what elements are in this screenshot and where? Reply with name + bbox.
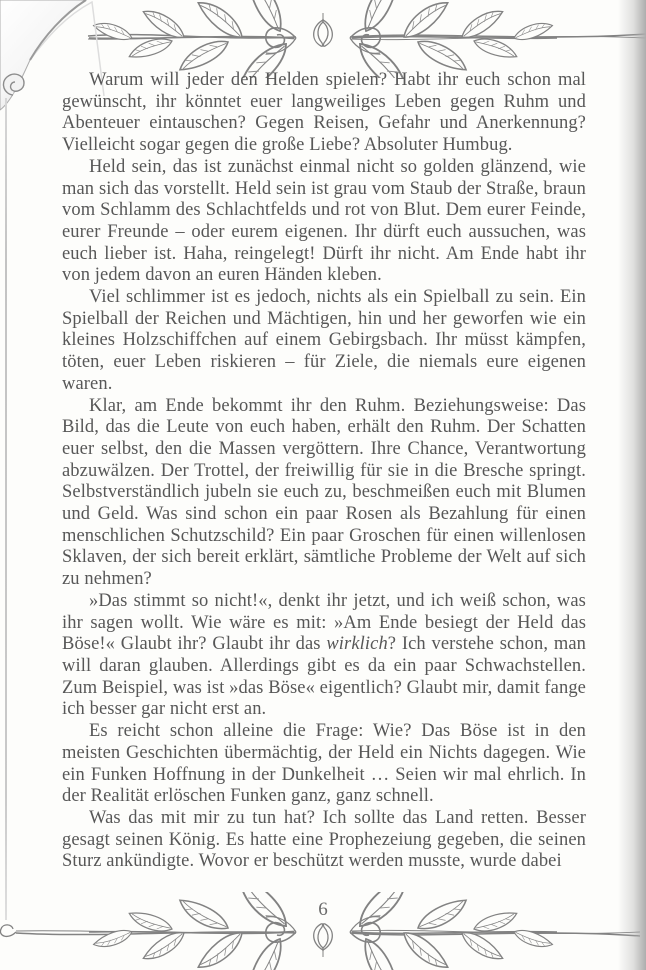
- paragraph: [62, 808, 586, 873]
- text-run: Held sein, das ist zunächst einmal nicht so golden glänzend, wie man sich das vorstellt. Held sein ist grau vom Staub der Straße, braun vom Schlamm des Schlachtfelds und rot von Blut. Dem eurer Feinde, eurer Freunde – oder eurem eigenen. Ihr dürft euch aussuchen, was euch lieber ist. Haha, reingelegt! Dürft ihr nicht. Am Ende habt ihr von jedem davon an euren Händen kleben.: [62, 156, 586, 286]
- text-run: Es reicht schon alleine die Frage: Wie? Das Böse ist in den meisten Geschichten übermächtig, der Held ein Nichts dagegen. Wie ein Funken Hoffnung in der Dunkelheit … Seien wir mal ehrlich. In der Realität erlöschen Funken ganz, ganz schnell.: [62, 721, 586, 807]
- page-text: [62, 70, 586, 873]
- paragraph: [62, 157, 586, 287]
- text-run: Was das mit mir zu tun hat? Ich sollte das Land retten. Besser gesagt seinen König. Es hatte eine Prophezeiung gegeben, die seinen Sturz ankündigte. Wovor er beschützt werden musste, wurde dabei: [62, 807, 586, 872]
- text-run: ? Ich verstehe schon, man will daran glauben. Allerdings gibt es da ein paar Schwachstellen. Zum Beispiel, was ist »das Böse« eigentlich? Glaubt mir, damit fange ich besser gar nicht erst an.: [62, 634, 586, 720]
- paragraph: [62, 591, 586, 721]
- page-right-edge-shadow: [618, 0, 646, 970]
- paragraph: [62, 396, 586, 591]
- text-run: Klar, am Ende bekommt ihr den Ruhm. Beziehungsweise: Das Bild, das die Leute von euch haben, erhält den Ruhm. Der Schatten euer selbst, den die Massen vergöttern. Ihre Chance, Verantwortung abzuwälzen. Der Trottel, der freiwillig für sie in die Bresche springt. Selbstverständlich jubeln sie euch zu, beschmeißen euch mit Blumen und Geld. Was sind schon ein paar Rosen als Bezahlung für einen menschlichen Schutzschild? Ein paar Groschen für einen willenlosen Sklaven, der sich bereit erklärt, sämtliche Probleme der Welt auf sich zu nehmen?: [62, 395, 586, 590]
- emphasized-text: wirklich: [326, 634, 388, 655]
- paragraph: [62, 70, 586, 157]
- text-run: Viel schlimmer ist es jedoch, nichts als ein Spielball zu sein. Ein Spielball der Reichen und Mächtigen, hin und her geworfen wie ein kleines Holzschiffchen auf einem Gebirgsbach. Ihr müsst kämpfen, töten, euer Leben riskieren – für Ziele, die niemals eure eigenen waren.: [62, 287, 586, 394]
- page-left-edge-line: [5, 98, 7, 920]
- paragraph: [62, 721, 586, 808]
- text-run: »Das stimmt so nicht!«, denkt ihr jetzt, und ich weiß schon, was ihr sagen wollt. Wie wäre es mit: »Am Ende besiegt der Held das Böse!« Glaubt ihr? Glaubt ihr das: [62, 590, 586, 655]
- page-number: 6: [318, 899, 328, 920]
- text-run: Warum will jeder den Helden spielen? Habt ihr euch schon mal gewünscht, ihr könntet euer langweiliges Leben gegen Ruhm und Abenteuer eintauschen? Gegen Reisen, Gefahr und Anerkennung? Vielleicht sogar gegen die große Liebe? Absoluter Humbug.: [62, 70, 586, 156]
- paragraph: [62, 287, 586, 396]
